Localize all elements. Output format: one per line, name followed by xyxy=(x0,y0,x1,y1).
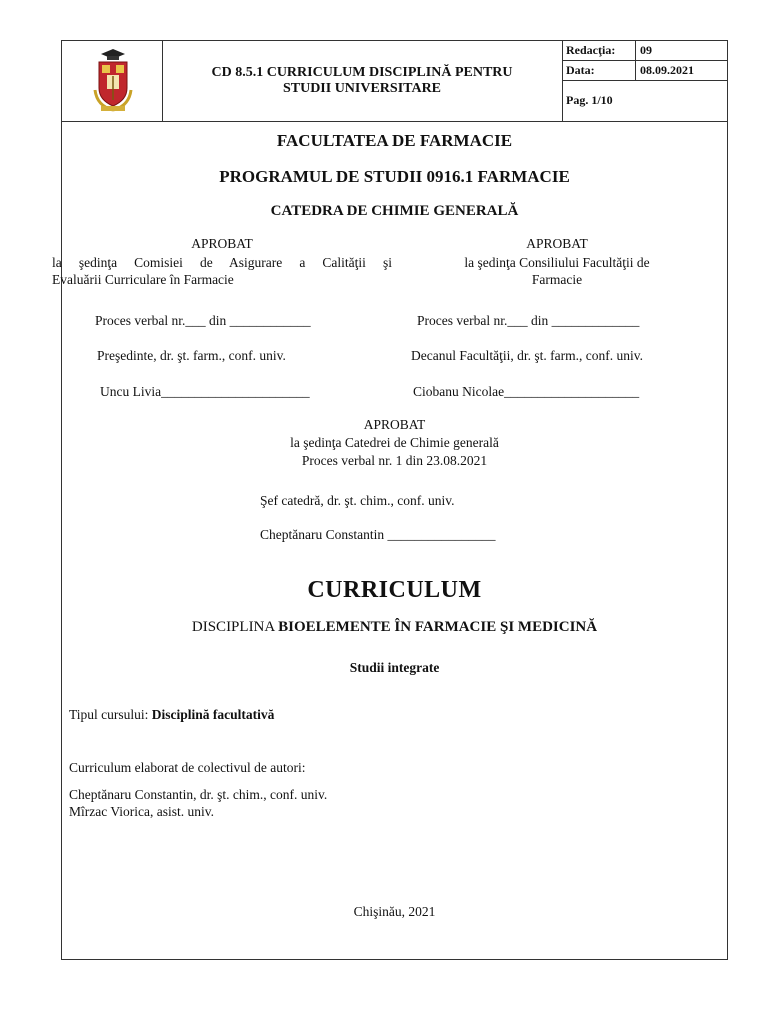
approval-left-line1: la şedinţa Comisiei de Asigurare a Calităţii şi xyxy=(52,255,392,270)
approval-left-role: Preşedinte, dr. şt. farm., conf. univ. xyxy=(97,348,286,363)
approval-center-title: APROBAT xyxy=(363,417,426,432)
approval-left-name: Uncu Livia______________________ xyxy=(100,384,310,399)
redactia-value: 09 xyxy=(640,42,652,57)
approval-right-role: Decanul Facultăţii, dr. şt. farm., conf. univ. xyxy=(411,348,643,363)
page-row xyxy=(562,80,728,121)
date-value: 08.09.2021 xyxy=(640,62,694,77)
approval-right-proces: Proces verbal nr.___ din _____________ xyxy=(417,313,640,328)
course-type-label: Tipul cursului: xyxy=(69,707,152,722)
approval-left-proces: Proces verbal nr.___ din ____________ xyxy=(95,313,311,328)
university-crest-icon xyxy=(61,40,162,121)
program-title: PROGRAMUL DE STUDII 0916.1 FARMACIE xyxy=(219,167,570,186)
approval-center-line1: la şedinţa Catedrei de Chimie generală xyxy=(290,435,499,450)
approval-center-role: Şef catedră, dr. şt. chim., conf. univ. xyxy=(260,493,455,508)
studies-type: Studii integrate xyxy=(349,660,440,675)
discipline-name: BIOELEMENTE ÎN FARMACIE ŞI MEDICINĂ xyxy=(278,619,598,635)
course-type-line xyxy=(69,707,274,723)
date-row xyxy=(562,60,728,81)
approval-right-name: Ciobanu Nicolae____________________ xyxy=(413,384,640,399)
author-item: Cheptănaru Constantin, dr. şt. chim., conf. univ. xyxy=(69,787,328,802)
faculty-title: FACULTATEA DE FARMACIE xyxy=(276,131,513,150)
document-header xyxy=(61,40,728,122)
department-title: CATEDRA DE CHIMIE GENERALĂ xyxy=(270,203,519,219)
redactia-label: Redacţia: xyxy=(562,40,636,60)
place-year: Chişinău, 2021 xyxy=(353,904,436,919)
authors-intro: Curriculum elaborat de colectivul de autori: xyxy=(69,760,306,775)
author-item: Mîrzac Viorica, asist. univ. xyxy=(69,804,215,819)
approval-right-line2: Farmacie xyxy=(531,272,583,287)
approval-left-title: APROBAT xyxy=(191,236,253,251)
approval-center-line2: Proces verbal nr. 1 din 23.08.2021 xyxy=(301,453,488,468)
discipline-line xyxy=(61,619,728,636)
approval-left-line2: Evaluării Curriculare în Farmacie xyxy=(52,272,234,287)
discipline-prefix: DISCIPLINA xyxy=(191,619,279,635)
page-number: Pag. 1/10 xyxy=(566,93,613,107)
curriculum-title: CURRICULUM xyxy=(307,577,482,603)
header-title-line1: CD 8.5.1 CURRICULUM DISCIPLINĂ PENTRU xyxy=(211,64,513,80)
redactia-row xyxy=(562,40,728,61)
header-title xyxy=(162,40,563,121)
approval-center-name: Cheptănaru Constantin ________________ xyxy=(260,527,496,542)
course-type-value: Disciplină facultativă xyxy=(151,707,275,722)
approval-right-line1: la şedinţa Consiliului Facultăţii de xyxy=(464,255,650,270)
approval-right-title: APROBAT xyxy=(526,236,588,251)
header-title-line2: STUDII UNIVERSITARE xyxy=(282,80,442,96)
logo-cell xyxy=(61,40,163,121)
header-meta xyxy=(562,40,728,121)
date-label: Data: xyxy=(562,60,636,80)
